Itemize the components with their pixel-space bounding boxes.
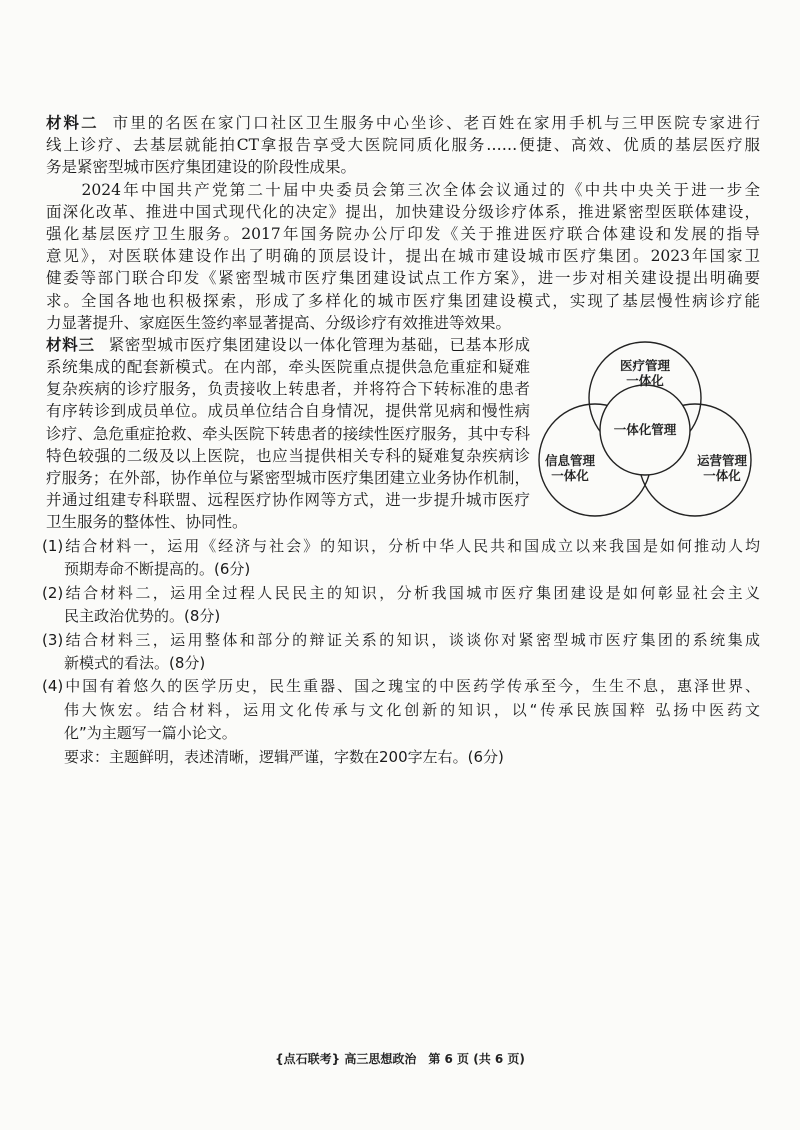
material-line: [46, 112, 760, 134]
question-1-line: [42, 558, 760, 581]
line-text: 面深化改革、推进中国式现代化的决定》提出，加快建设分级诊疗体系，推进紧密型医联体建设，: [46, 202, 760, 221]
line-text: 2024年中国共产党第二十届中央委员会第三次全体会议通过的《中共中央关于进一步全: [46, 180, 760, 199]
material-two-label: 材料二: [46, 114, 99, 132]
line-text: 并通过组建专科联盟、远程医疗协作网等方式，进一步提升城市医疗: [46, 491, 530, 510]
material-line: [46, 378, 530, 400]
line-text: 要求：主题鲜明，表述清晰，逻辑严谨，字数在200字左右。(6分): [64, 747, 504, 766]
material-three-label: 材料三: [46, 335, 95, 354]
line-text: 复杂疾病的诊疗服务，负责接收上转患者，并将符合下转标准的患者: [46, 380, 530, 399]
paragraph-line: [46, 267, 760, 289]
integration-venn-diagram: [535, 340, 765, 520]
label-medical-2: 一体化: [626, 373, 664, 388]
question-2-line: [42, 605, 760, 628]
paragraph-line: [46, 290, 760, 312]
material-line: [46, 445, 530, 467]
line-text: (3)结合材料三，运用整体和部分的辩证关系的知识，谈谈你对紧密型城市医疗集团的系统集成: [42, 630, 760, 649]
question-2-line: [42, 582, 760, 605]
question-3-line: [42, 652, 760, 675]
line-text: 求。全国各地也积极探索，形成了多样化的城市医疗集团建设模式，实现了基层慢性病诊疗能: [46, 291, 760, 310]
question-3-line: [42, 629, 760, 652]
line-text: (2)结合材料二，运用全过程人民民主的知识，分析我国城市医疗集团建设是如何彰显社会主义: [42, 583, 760, 602]
material-line: [46, 489, 530, 511]
paragraph-line: [46, 223, 760, 245]
material-line: [46, 134, 760, 156]
line-text: 诊疗、急危重症抢救、牵头医院下转患者的接续性医疗服务，其中专科: [46, 424, 530, 443]
material-line: [46, 356, 530, 378]
material-line: [46, 467, 530, 489]
material-line: [46, 334, 530, 356]
line-text: 化”为主题写一篇小论文。: [64, 724, 237, 743]
material-line: [46, 400, 530, 422]
line-text: (1)结合材料一，运用《经济与社会》的知识，分析中华人民共和国成立以来我国是如何推动人均: [42, 537, 760, 555]
line-text: 特色较强的二级及以上医院，也应当提供相关专科的疑难复杂疾病诊: [46, 446, 530, 465]
line-text: 预期寿命不断提高的。(6分): [64, 560, 251, 579]
line-text: 健委等部门联合印发《紧密型城市医疗集团建设试点工作方案》，进一步对相关建设提出明确要: [46, 269, 760, 288]
material-line: [46, 156, 760, 178]
line-text: 疗服务；在外部，协作单位与紧密型城市医疗集团建立业务协作机制，: [46, 469, 530, 487]
line-text: (4)中国有着悠久的医学历史，民生重器、国之瑰宝的中医药学传承至今，生生不息，惠泽世界、: [42, 677, 760, 696]
label-ops-2: 一体化: [703, 468, 741, 483]
line-text: 有序转诊到成员单位。成员单位结合自身情况，提供常见病和慢性病: [46, 402, 530, 421]
line-text: 系统集成的配套新模式。在内部，牵头医院重点提供急危重症和疑难: [46, 358, 530, 377]
line-text: 新模式的看法。(8分): [64, 653, 206, 672]
line-text: 强化基层医疗卫生服务。2017年国务院办公厅印发《关于推进医疗联合体建设和发展的指导: [46, 224, 760, 243]
label-info-2: 一体化: [551, 468, 589, 483]
paragraph-line: [46, 201, 760, 223]
label-center: 一体化管理: [613, 422, 677, 437]
material-line: [46, 511, 530, 533]
material-two-section: [46, 112, 760, 334]
questions: [42, 535, 760, 769]
page-footer: {点石联考} 高三思想政治 第 6 页 (共 6 页): [275, 1052, 525, 1066]
line-text: 民主政治优势的。(8分): [64, 607, 221, 626]
label-ops-1: 运营管理: [696, 453, 748, 468]
line-text: 力显著提升、家庭医生签约率显著提高、分级诊疗有效推进等效果。: [46, 313, 512, 332]
question-4-line: [42, 699, 760, 722]
line-text: 伟大恢宏。结合材料，运用文化传承与文化创新的知识，以“传承民族国粹 弘扬中医药文: [64, 700, 760, 719]
line-text: 卫生服务的整体性、协同性。: [46, 513, 248, 532]
line-text: 紧密型城市医疗集团建设以一体化管理为基础，已基本形成: [108, 335, 530, 354]
paragraph-line: [46, 245, 760, 267]
material-line: [46, 423, 530, 445]
question-4-line: [42, 722, 760, 745]
label-info-1: 信息管理: [544, 453, 596, 468]
paragraph-line: [46, 312, 760, 334]
label-medical-1: 医疗管理: [619, 358, 671, 373]
question-4-line: [42, 746, 760, 769]
paragraph-line: [46, 179, 760, 201]
question-1-line: [42, 535, 760, 558]
line-text: 意见》，对医联体建设作出了明确的顶层设计，提出在城市建设城市医疗集团。2023年国家卫: [46, 247, 760, 266]
line-text: 线上诊疗、去基层就能拍CT拿报告享受大医院同质化服务……便捷、高效、优质的基层医疗服: [46, 136, 760, 155]
question-4-line: [42, 675, 760, 698]
line-text: 市里的名医在家门口社区卫生服务中心坐诊、老百姓在家用手机与三甲医院专家进行: [112, 114, 760, 132]
line-text: 务是紧密型城市医疗集团建设的阶段性成果。: [46, 158, 357, 177]
